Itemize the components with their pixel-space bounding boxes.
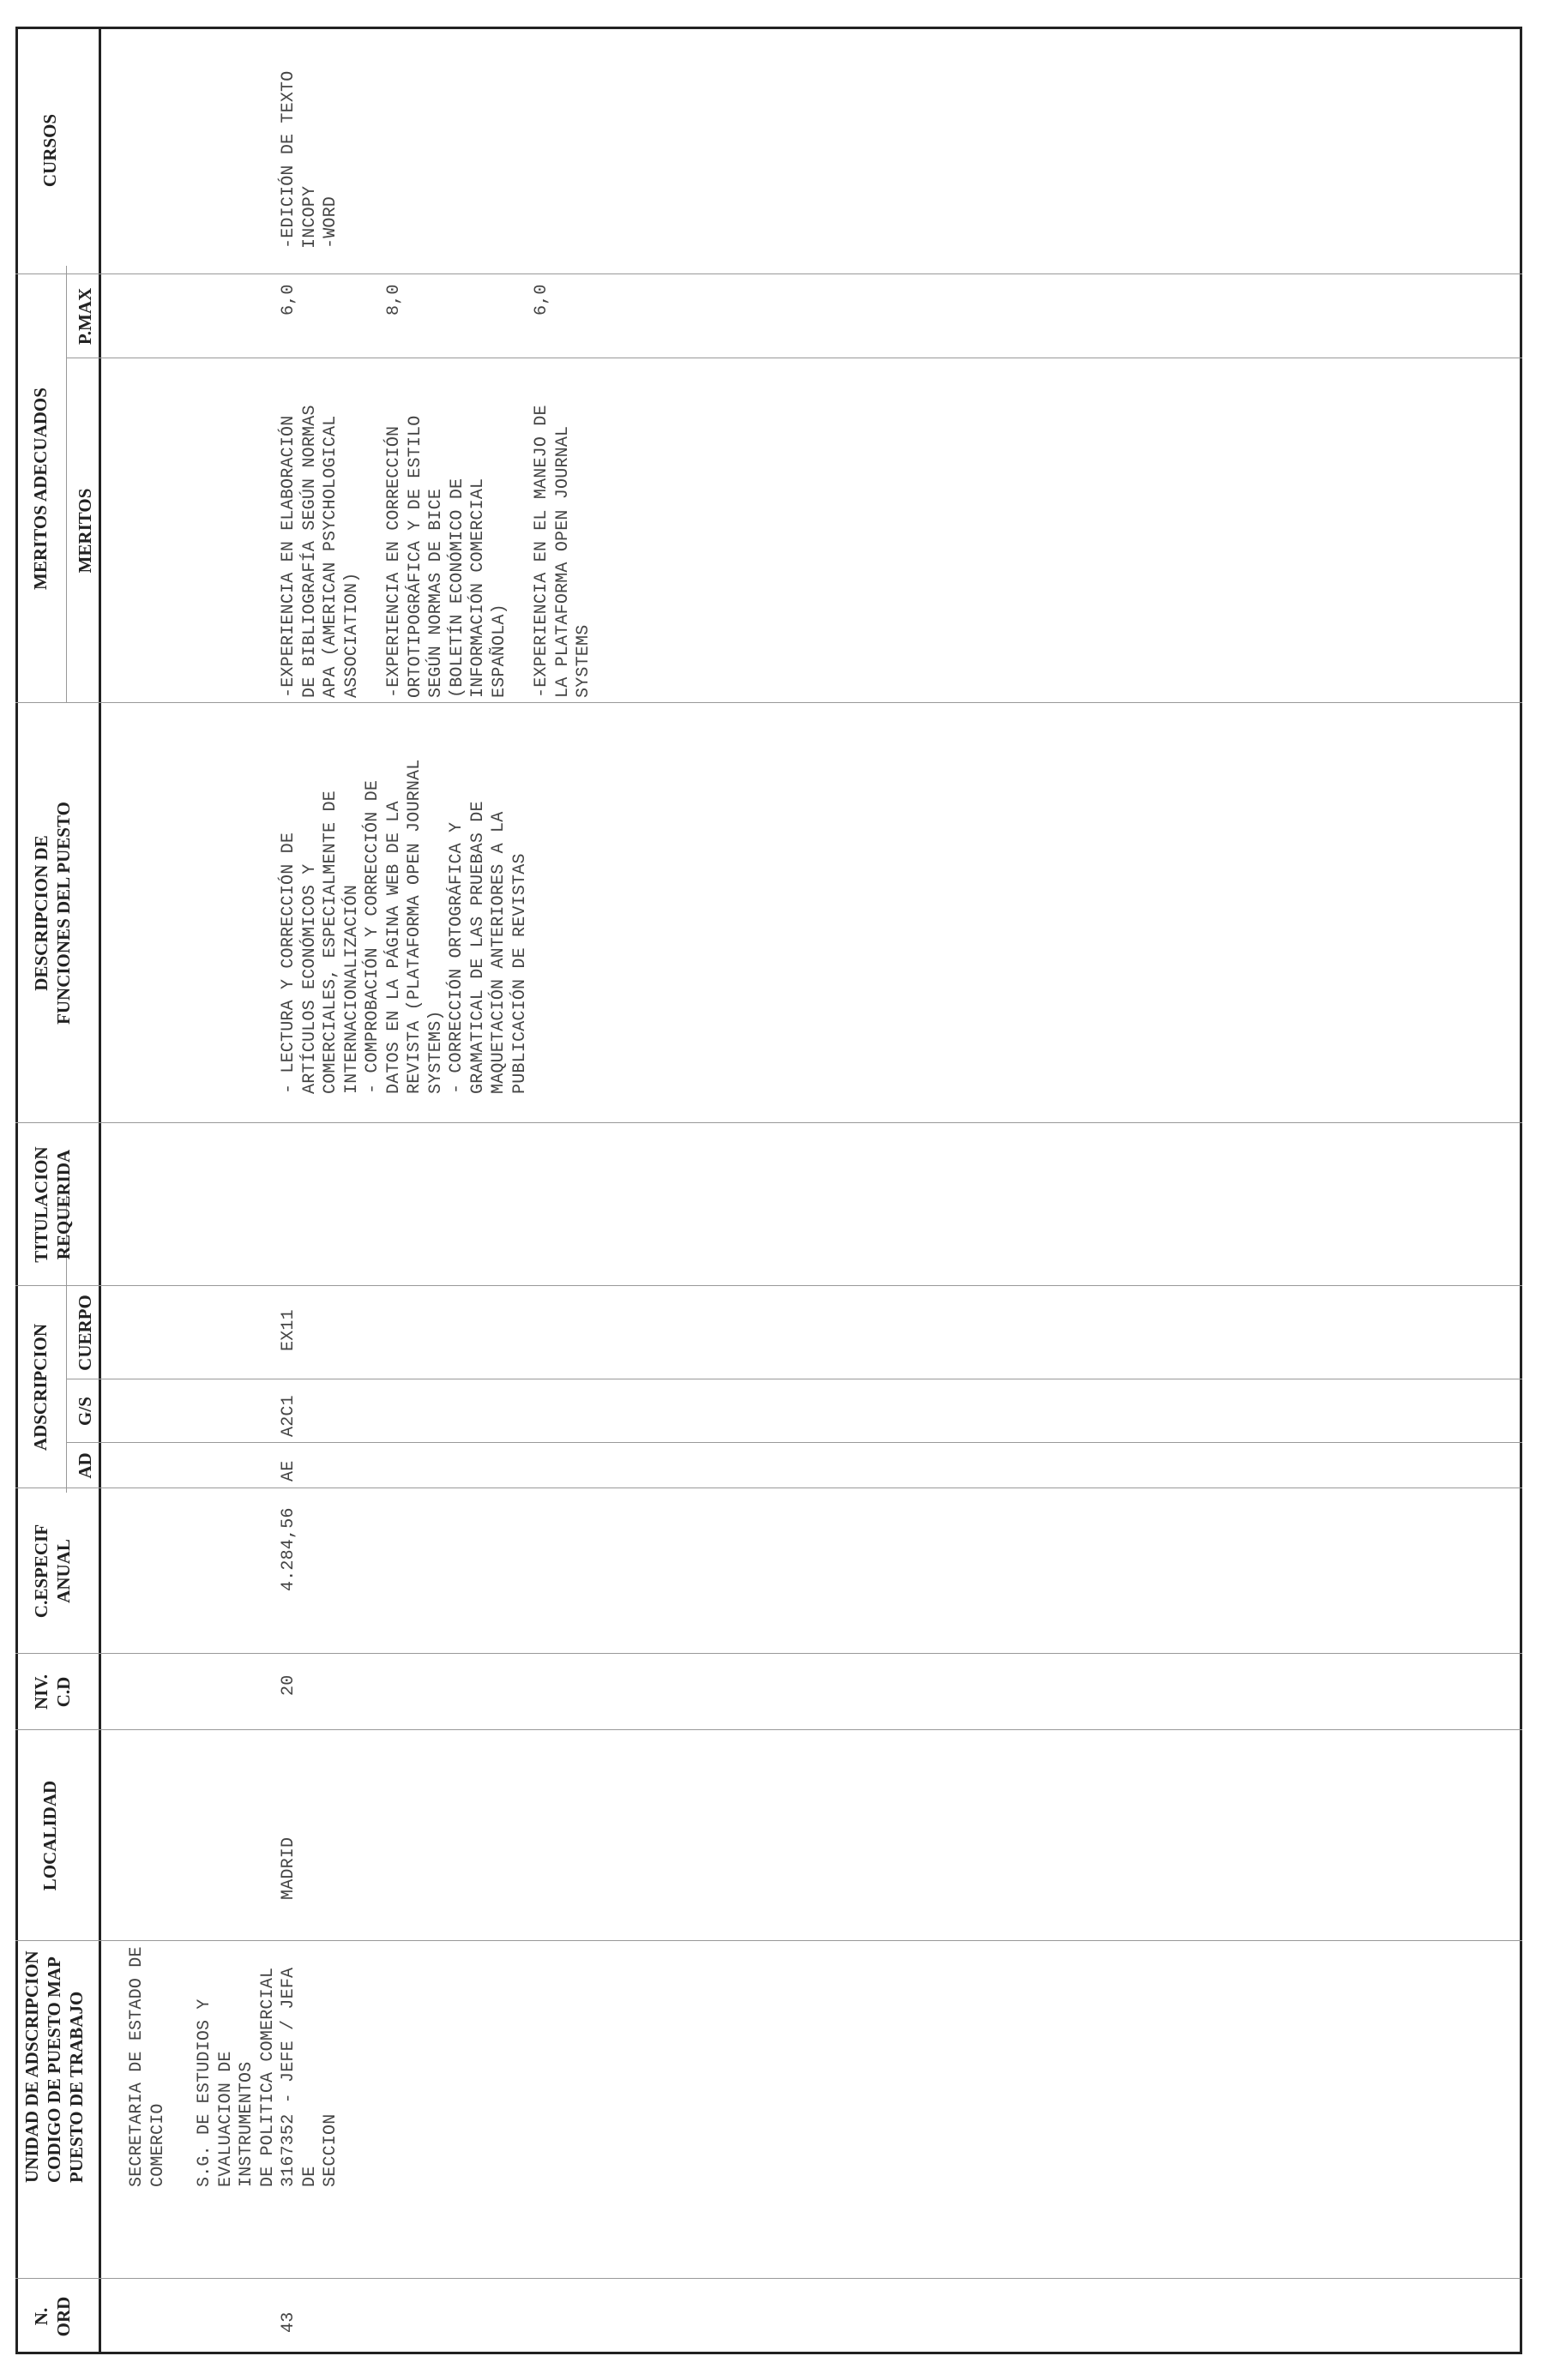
col-rule-12 bbox=[15, 273, 1522, 274]
header-cursos: CURSOS bbox=[39, 113, 60, 188]
descripcion-value: - LECTURA Y CORRECCIÓN DE ARTÍCULOS ECONÓMICOS Y COMERCIALES, ESPECIALMENTE DE INTERNACIONALIZACIÓN - COMPROBACIÓN Y CORRECCIÓN DE DATOS EN LA PÁGINA WEB DE LA REVISTA (PLATAFORMA OPEN JOURNAL SYSTEMS) - CORRECCIÓN ORTOGRÁFICA Y GRAMATICAL DE LAS PRUEBAS DE MAQUETACIÓN ANTERIORES A LA PUBLICACIÓN DE REVISTAS bbox=[279, 759, 530, 1094]
merito-1: -EXPERIENCIA EN ELABORACIÓN DE BIBLIOGRAFÍA SEGÚN NORMAS APA (AMERICAN PSYCHOLOGICAL ASSOCIATION) bbox=[279, 405, 362, 698]
col-rule-1 bbox=[15, 2278, 1522, 2279]
header-gs: G/S bbox=[75, 1397, 95, 1426]
col-rule-3 bbox=[15, 1729, 1522, 1730]
col-rule-8 bbox=[15, 1285, 1522, 1286]
gs-value: A2C1 bbox=[279, 1395, 298, 1437]
unidad-secretaria: SECRETARIA DE ESTADO DE COMERCIO bbox=[127, 1946, 168, 2187]
header-n-ord: N. ORD bbox=[31, 2296, 74, 2337]
c-especif-value: 4.284,56 bbox=[279, 1507, 298, 1591]
cursos-value: -EDICIÓN DE TEXTO INCOPY -WORD bbox=[279, 70, 340, 249]
pmax-2: 8,0 bbox=[384, 284, 404, 316]
header-titulacion: TITULACION REQUERIDA bbox=[31, 1146, 74, 1263]
cuerpo-value: EX11 bbox=[279, 1309, 298, 1351]
pmax-3: 6,0 bbox=[532, 284, 551, 316]
meritos-subheader-rule bbox=[66, 266, 67, 703]
header-unidad: UNIDAD DE ADSCRIPCION CODIGO DE PUESTO MAP PUESTO DE TRABAJO bbox=[21, 1950, 87, 2183]
header-niv: NIV. C.D bbox=[31, 1674, 74, 1710]
niv-value: 20 bbox=[279, 1674, 298, 1696]
header-pmax: P.MAX bbox=[75, 287, 95, 346]
header-descripcion: DESCRIPCION DE FUNCIONES DEL PUESTO bbox=[31, 802, 74, 1025]
merito-3: -EXPERIENCIA EN EL MANEJO DE LA PLATAFORMA OPEN JOURNAL SYSTEMS bbox=[532, 405, 593, 698]
header-cuerpo: CUERPO bbox=[75, 1295, 95, 1371]
localidad-value: MADRID bbox=[279, 1836, 298, 1900]
n-ord-value: 43 bbox=[279, 2311, 298, 2333]
header-ad: AD bbox=[75, 1452, 95, 1479]
header-meritos: MERITOS bbox=[75, 488, 95, 574]
merito-2: -EXPERIENCIA EN CORRECCIÓN ORTOTIPOGRÁFICA Y DE ESTILO SEGÚN NORMAS DE BICE (BOLETÍN ECONÓMICO DE INFORMACIÓN COMERCIAL ESPAÑOLA) bbox=[384, 415, 509, 698]
ad-value: AE bbox=[279, 1460, 298, 1481]
puesto-value: 3167352 - JEFE / JEFA DE SECCION bbox=[279, 1967, 340, 2187]
header-localidad: LOCALIDAD bbox=[39, 1780, 60, 1891]
pmax-1: 6,0 bbox=[279, 284, 298, 316]
col-rule-9 bbox=[15, 1122, 1522, 1123]
col-rule-4 bbox=[15, 1653, 1522, 1654]
header-c-especif: C.ESPECIF ANUAL bbox=[31, 1524, 74, 1619]
col-rule-10 bbox=[15, 702, 1522, 703]
header-adscripcion: ADSCRIPCION bbox=[30, 1323, 51, 1451]
unidad-subdireccion: S.G. DE ESTUDIOS Y EVALUACION DE INSTRUMENTOS DE POLITICA COMERCIAL bbox=[195, 1967, 278, 2187]
header-meritos-adecuados: MERITOS ADECUADOS bbox=[30, 388, 51, 590]
header-bottom-rule bbox=[99, 27, 101, 2354]
